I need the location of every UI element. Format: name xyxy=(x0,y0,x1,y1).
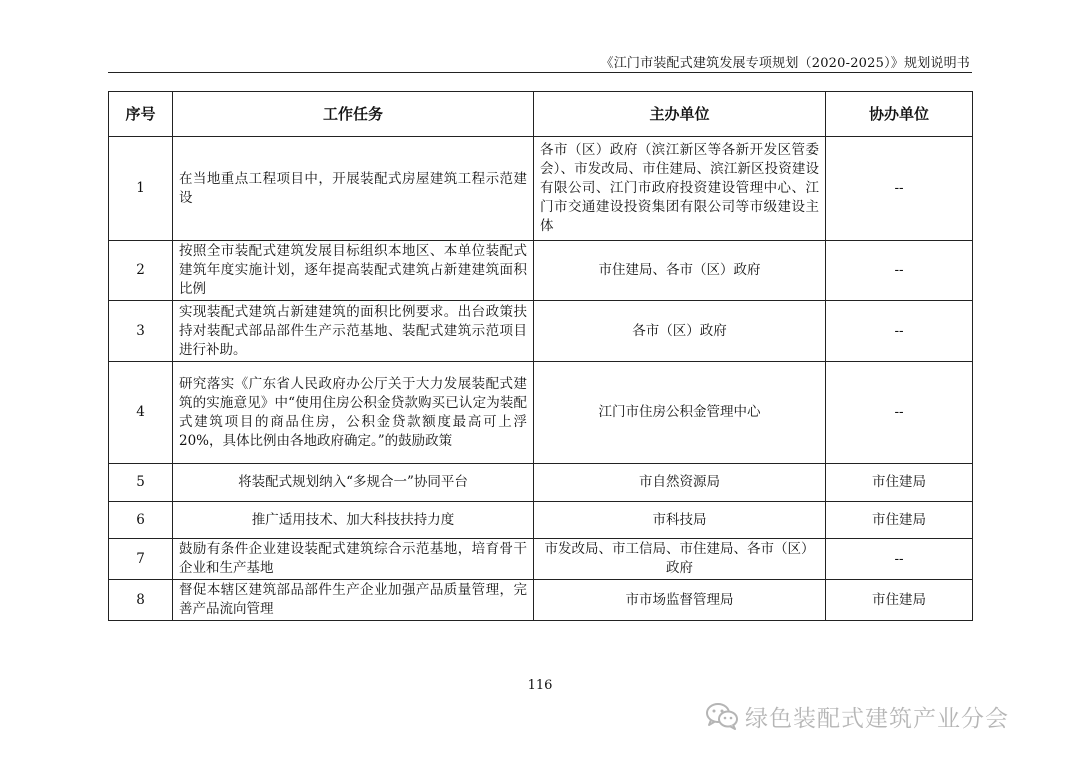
column-header-task: 工作任务 xyxy=(173,92,534,137)
row-number: 6 xyxy=(109,502,173,539)
table-row xyxy=(109,580,973,621)
row-co-unit: -- xyxy=(826,362,973,464)
table-row xyxy=(109,502,973,539)
running-header: 《江门市装配式建筑发展专项规划（2020-2025）》规划说明书 xyxy=(600,56,970,71)
header-rule xyxy=(108,72,972,73)
row-task: 鼓励有条件企业建设装配式建筑综合示范基地，培育骨干企业和生产基地 xyxy=(173,539,534,580)
row-task: 按照全市装配式建筑发展目标组织本地区、本单位装配式建筑年度实施计划，逐年提高装配式建筑占新建建筑面积比例 xyxy=(173,241,534,301)
row-co-unit: -- xyxy=(826,137,973,241)
row-task: 推广适用技术、加大科技扶持力度 xyxy=(173,502,534,539)
row-number: 8 xyxy=(109,580,173,621)
column-header-lead-unit: 主办单位 xyxy=(534,92,826,137)
row-co-unit: -- xyxy=(826,539,973,580)
row-co-unit: 市住建局 xyxy=(826,580,973,621)
row-task: 在当地重点工程项目中，开展装配式房屋建筑工程示范建设 xyxy=(173,137,534,241)
row-co-unit: -- xyxy=(826,301,973,362)
table-row xyxy=(109,362,973,464)
table-row xyxy=(109,539,973,580)
column-header-number: 序号 xyxy=(109,92,173,137)
row-lead-unit: 市科技局 xyxy=(534,502,826,539)
column-header-co-unit: 协办单位 xyxy=(826,92,973,137)
watermark-text: 绿色装配式建筑产业分会 xyxy=(745,705,1009,732)
watermark xyxy=(705,700,1009,732)
row-task: 实现装配式建筑占新建建筑的面积比例要求。出台政策扶持对装配式部品部件生产示范基地、装配式建筑示范项目进行补助。 xyxy=(173,301,534,362)
table-row xyxy=(109,464,973,502)
row-co-unit: -- xyxy=(826,241,973,301)
row-task: 将装配式规划纳入“多规合一”协同平台 xyxy=(173,464,534,502)
table-header-row xyxy=(109,92,973,137)
row-lead-unit: 市自然资源局 xyxy=(534,464,826,502)
row-lead-unit: 各市（区）政府 xyxy=(534,301,826,362)
row-task: 研究落实《广东省人民政府办公厅关于大力发展装配式建筑的实施意见》中“使用住房公积金贷款购买已认定为装配式建筑项目的商品住房，公积金贷款额度最高可上浮 20%，具体比例由各地政府确定。”的鼓励政策 xyxy=(173,362,534,464)
row-lead-unit: 市市场监督管理局 xyxy=(534,580,826,621)
row-number: 7 xyxy=(109,539,173,580)
row-number: 4 xyxy=(109,362,173,464)
table-row xyxy=(109,301,973,362)
page-number: 116 xyxy=(527,678,553,693)
table-row xyxy=(109,137,973,241)
row-number: 2 xyxy=(109,241,173,301)
row-lead-unit: 各市（区）政府（滨江新区等各新开发区管委会）、市发改局、市住建局、滨江新区投资建设有限公司、江门市政府投资建设管理中心、江门市交通建设投资集团有限公司等市级建设主体 xyxy=(534,137,826,241)
row-task: 督促本辖区建筑部品部件生产企业加强产品质量管理，完善产品流向管理 xyxy=(173,580,534,621)
row-lead-unit: 市住建局、各市（区）政府 xyxy=(534,241,826,301)
row-number: 5 xyxy=(109,464,173,502)
row-lead-unit: 江门市住房公积金管理中心 xyxy=(534,362,826,464)
row-co-unit: 市住建局 xyxy=(826,502,973,539)
table-row xyxy=(109,241,973,301)
task-table xyxy=(108,91,973,621)
row-number: 3 xyxy=(109,301,173,362)
row-number: 1 xyxy=(109,137,173,241)
wechat-icon xyxy=(705,702,739,730)
row-co-unit: 市住建局 xyxy=(826,464,973,502)
row-lead-unit: 市发改局、市工信局、市住建局、各市（区）政府 xyxy=(534,539,826,580)
